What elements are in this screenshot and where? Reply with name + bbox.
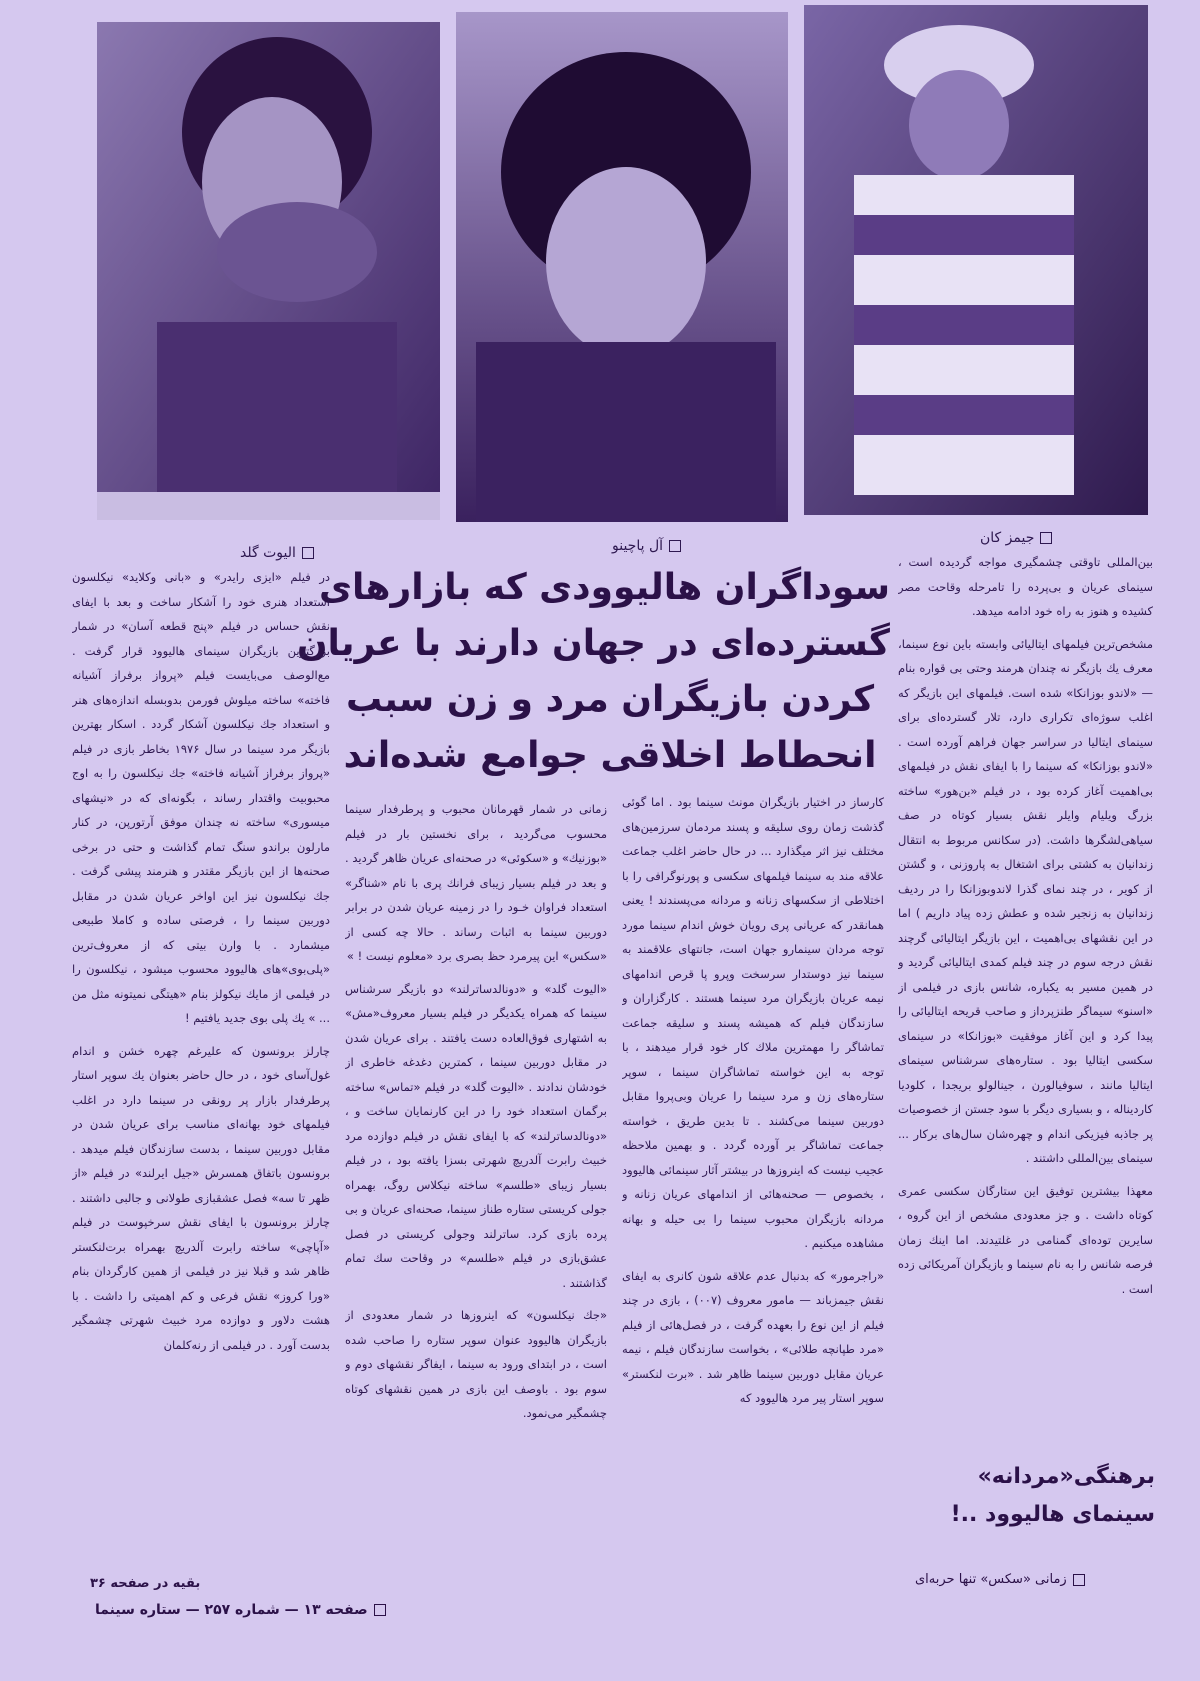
checkbox-bullet-icon bbox=[374, 1604, 386, 1616]
footer-note-text: زمانی «سکس» تنها حربه‌ای bbox=[915, 1572, 1067, 1587]
paragraph: «راجرمور» که بدنبال عدم علاقه شون کانری به ایفای نقش جیمزباند — مامور معروف (۰۰۷) ، بازی در چند فیلم از این نوع را بعهده گرفت ، در فصل‌هائی از فیلم «مرد طپانچه طلائی» ، بخواست سازندگان فیلم ، نیمه عریان مقابل دوربین سینما ظاهر شد . «برت لنکستر» سوپر استار پیر مرد هالیوود که bbox=[622, 1268, 884, 1405]
text-column-mid-right bbox=[622, 790, 884, 1595]
paragraph: مشخص‌ترین فیلمهای ایتالیائی وابسته باین نوع سینما، معرف یك بازیگر نه چندان هرمند وحتی بی قواره بنام — «لاندو بوزانکا» شده است. فیلمهای این بازیگر که اغلب سوژه‌ای تکراری دارد، تلار گسترده‌ای برای سینمای ایتالیا در سراسر جهان فراهم آورده است . «لاندو بوزانکا» که سینما را با ایفای نقش در فیلمهای بی‌اهمیت آغاز کرده بود ، در فیلم «بن‌هور» ساخته بزرگ ویلیام وایلر نقش بسیار کوتاه در صف سیاهی‌لشگرها داشت. (در سکانس مربوط به انتقال زندانیان به کشتی برای اشتغال به پاروزنی ، و گشتن از کویر ، در چند نمای گذرا لاندوبوزانکا را در ردیف زندانیان به زنجیر شده و عطش زده پیاد داریم ) اما در این نقشهای بی‌اهمیت ، این بازیگر ایتالیائی گرچند نقش درجه سوم در چند فیلم کمدی ایتالیائی گردید و در همین مسیر به یکباره، شانس بازی در فیلمی از «اسنو» سیماگر طنزپرداز و صاحب قریحه ایتالیائی را پیدا کرد و این آغاز موفقیت «بوزانکا» در سینمای سکسی ایتالیا بود . ستاره‌های سرشناس سینمای ایتالیا مانند ، سوفیالورن ، جینالولو بریجدا ، کلودیا کاردیناله ، و بسیاری دیگر با سود جستن از خصوصیات پر جاذبه فیزیکی اندام و چهره‌شان سال‌های برکار ... سینمای بین‌المللی داشتند . bbox=[898, 636, 1153, 1165]
page-footer-text: صفحه ۱۳ — شماره ۲۵۷ — ستاره سینما bbox=[95, 1602, 368, 1618]
photo-al-pacino bbox=[456, 12, 788, 522]
paragraph: کارساز در اختیار بازیگران مونث سینما بود . اما گوئی گذشت زمان روی سلیقه و پسند مردمان سرزمین‌های مختلف نیز اثر میگذارد ... در حال حاضر اغلب جماعت علاقه مند به سینما فیلمهای سکسی و پورنوگرافی را با اختلاطی از سکسهای زنانه و مردانه می‌پسندند ! یعنی همانقدر که عریانی پری رویان خوش اندام سینما مورد توجه مردان سینمارو جهان است، جانتهای علاقمند به سینما نیز دوستدار سرسخت وپرو پا قرص اندامهای نیمه عریان بازیگران مرد سینما هستند . کارگزاران و سازندگان فیلم که همیشه پسند و سلیقه جماعت تماشاگر را مهمترین ملاك کار خود قرار میدهند ، با توجه به این خواسته تماشاگران سینما ، سوپر ستاره‌های زن و مرد سینما را عریان وبی‌پروا مقابل دوربین سینما می‌کشند . تا بدین طریق ، خواسته جماعت تماشاگر بر آورده گردد . و بهمین ملاحظه عجیب نیست که اینروزها در بیشتر آثار سینمائی هالیوود ، بخصوص — صحنه‌هائی از اندامهای عریان زنانه و مردانه بازیگران محبوب سینما را بی حیله و بهانه مشاهده میکنیم . bbox=[622, 795, 884, 1250]
headline-line: گسترده‌ای در جهان دارند با عریان bbox=[296, 623, 890, 664]
paragraph: در فیلم «ایزی رایدر» و «بانی وکلاید» نیکلسون استعداد هنری خود را آشکار ساخت و بعد با ایفای نقش حساس در فیلم «پنج قطعه آسان» در شمار بزرگترین بازیگران سینمای هالیوود قرار گرفت . مع‌الوصف می‌بایست فیلم «پرواز برفراز آشیانه فاخته» ساخته میلوش فورمن بدوبسله اندازه‌های هنر و استعداد جك نیکلسون آشکار گردد . اسکار بهترین بازیگر مرد سینما در سال ۱۹۷۶ بخاطر بازی در فیلم «پرواز برفراز آشیانه فاخته» جك نیکلسون را به اوج محبوبیت واقتدار رساند ، بگونه‌ای که در «نیشهای میسوری» ساخته نه چندان موفق آرتورپن، در کنار مارلون براندو سنگ تمام گذاشت و حتی در برخی صحنه‌ها از این بازیگر مقتدر و هنرمند پیشی گرفت . جك نیکلسون نیز این اواخر عریان شدن در مقابل دوربین سینما را ، فرصتی ساده و کاملا طبیعی میشمارد . با وارن بیتی که از معروف‌ترین «پلی‌بوی»های هالیوود محسوب میشود ، نیکلسون را در فیلمی از مایك نیکولز بنام «هیتگی نمیتونه مثل من ... » یك پلی بوی جدید یافتیم ! bbox=[72, 570, 330, 1025]
article-headline bbox=[296, 560, 890, 784]
caption-text: آل پاچینو bbox=[612, 538, 664, 554]
paragraph: معهذا بیشترین توفیق این ستارگان سکسی عمری کوتاه داشت . و جز معدودی مشخص از این گروه ، سایرین توده‌ای گمنامی در غلتیدند. اما اینك زمان فرصه شانس را به نام سینما و بازیگران آمریکائی زده است . bbox=[898, 1183, 1153, 1296]
paragraph: چارلز برونسون که علیرغم چهره خشن و اندام غول‌آسای خود ، در حال حاضر بعنوان یك سوپر استار پرطرفدار بازار پر رونقی در سینما دارد در اغلب فیلمهای خود بهانه‌ای مناسب برای عریان شدن در مقابل دوربین سینما ، بدست سازندگان فیلم میدهد . برونسون باتفاق همسرش «جیل ایرلند» در فیلم «از ظهر تا سه» فصل عشقبازی طولانی و جالبی داشتند . چارلز برونسون با ایفای نقش سرخپوست در فیلم «آپاچی» ساخته رابرت آلدریچ بهمراه برت‌لنکستر ظاهر شد و قبلا نیز در فیلمی از همین کارگردان بنام «ورا کروز» نقش فرعی و کم اهمیتی را داشت . با هشت دلاور و دوازده مرد خبیث شهرتی چشمگیر بدست آورد . در فیلمی از رنه‌کلمان bbox=[72, 1043, 330, 1352]
paragraph: «الیوت گلد» و «دونالدساترلند» دو بازیگر سرشناس سینما که همراه یکدیگر در فیلم بسیار معروف«مش» به اشتهاری فوق‌العاده دست یافتند . برای عریان شدن در مقابل دوربین سینما ، کمترین دغدغه خاطری از خودشان ندادند . «الیوت گلد» در فیلم «تماس» ساخته برگمان استعداد خود را در این کارنمایان ساخت و ، «دونالدساترلند» که با ایفای نقش در فیلم دوازده مرد خبیث رابرت آلدریچ شهرتی بسزا یافته بود ، در فیلم بسیار زیبای «طلسم» ساخته نیکلاس روگ، بهمراه جولی کریستی ستاره طناز سینما، صحنه‌ای عریان و بی پرده بازی کرد. ساترلند وجولی کریستی در فصل عشق‌بازی در فیلم «طلسم» در وقاحت سك تمام گذاشتند . bbox=[345, 981, 607, 1290]
paragraph: «جك نیکلسون» که اینروزها در شمار معدودی از بازیگران هالیوود عنوان سوپر ستاره را صاحب شده است ، در ابتدای ورود به سینما ، ایفاگر نقشهای دوم و سوم بود . باوصف این بازی در همین نقشهای کوتاه چشمگیر می‌نمود. bbox=[345, 1308, 607, 1420]
caption-text: جیمز کان bbox=[980, 530, 1035, 546]
paragraph: زمانی در شمار قهرمانان محبوب و پرطرفدار سینما محسوب می‌گردید ، برای نخستین بار در فیلم «بوزنیك» و «سکوئی» در صحنه‌ای عریان ظاهر گردید . و بعد در فیلم بسیار زیبای فرانك پری با نام «شناگر» استعداد فراوان خـود را در زمینه عریان شدن در برابر دوربین سینما به اثبات رساند . حالا چه کسی از «سکس» این پیرمرد حظ بصری برد «معلوم نیست ! » bbox=[345, 802, 607, 963]
headline-line: سوداگران هالیوودی که بازارهای bbox=[319, 567, 890, 608]
subhead-text: برهنگی«مردانه» سینمای هالیوود ..! bbox=[950, 1464, 1155, 1527]
portrait-image bbox=[456, 12, 788, 522]
page-footer bbox=[95, 1602, 386, 1618]
headline-line: انحطاط اخلاقی جوامع شده‌اند bbox=[343, 735, 877, 776]
section-subhead bbox=[905, 1458, 1155, 1534]
photo-james-caan bbox=[804, 5, 1148, 515]
photo-caption bbox=[980, 530, 1052, 546]
text-column-right bbox=[898, 550, 1153, 1450]
photo-caption bbox=[612, 538, 681, 554]
checkbox-bullet-icon bbox=[669, 540, 681, 552]
continue-note-text: بقیه در صفحه ۳۶ bbox=[90, 1576, 201, 1591]
portrait-image bbox=[97, 22, 440, 520]
caption-text: الیوت گلد bbox=[240, 545, 296, 561]
headline-line: کردن بازیگران مرد و زن سبب bbox=[345, 679, 875, 720]
continue-note bbox=[90, 1576, 200, 1591]
portrait-image bbox=[804, 5, 1148, 515]
checkbox-bullet-icon bbox=[302, 547, 314, 559]
text-column-left bbox=[72, 565, 330, 1565]
checkbox-bullet-icon bbox=[1040, 532, 1052, 544]
paragraph: بین‌المللی تاوقتی چشمگیری مواجه گردیده است ، سینمای عریان و بی‌پرده را تامرحله وقاحت مصر کشیده و هنوز به راه خود ادامه میدهد. bbox=[898, 555, 1153, 618]
column-footer-note bbox=[915, 1572, 1085, 1587]
checkbox-bullet-icon bbox=[1073, 1574, 1085, 1586]
text-column-mid-left bbox=[345, 797, 607, 1587]
photo-caption bbox=[240, 545, 314, 561]
photo-elliott-gould bbox=[97, 22, 440, 520]
